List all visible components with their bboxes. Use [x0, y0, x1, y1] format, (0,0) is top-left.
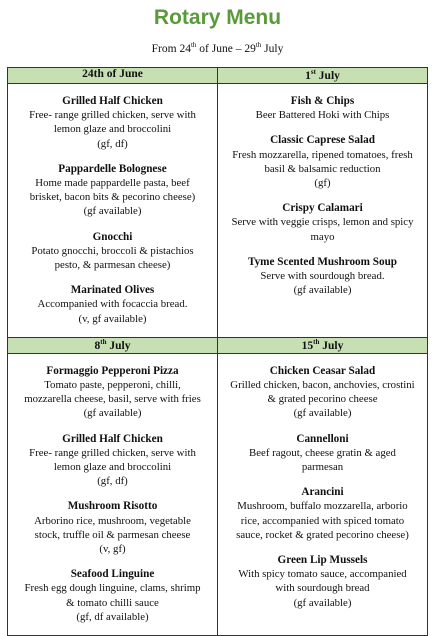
dish-name: Grilled Half Chicken — [62, 95, 163, 107]
dish-description-line: Beer Battered Hoki with Chips — [255, 109, 390, 122]
dish-list — [218, 84, 427, 297]
dish-description-line: Tomato paste, pepperoni, chilli, — [44, 379, 181, 392]
dish-description-line: Beef ragout, cheese gratin & aged — [249, 446, 396, 459]
dish-description-line: Mushroom, buffalo mozzarella, arborio — [237, 500, 408, 513]
dish-name: Gnocchi — [92, 230, 133, 243]
dish-item — [10, 499, 215, 556]
dish-description-line: lemon glaze and broccolini — [53, 123, 172, 136]
dish-description-line: Grilled chicken, bacon, anchovies, crostini — [230, 379, 415, 392]
dish-description-line: stock, truffle oil & parmesan cheese — [34, 528, 191, 541]
dish-name: Cannelloni — [296, 432, 349, 445]
dish-item — [10, 162, 215, 219]
dish-item — [220, 485, 425, 542]
dish-item — [220, 432, 425, 475]
dish-item — [10, 432, 215, 489]
day-header-1: 1st July — [218, 68, 428, 84]
dish-description-line: Accompanied with focaccia bread. — [37, 298, 188, 311]
dish-description-line: With spicy tomato sauce, accompanied — [238, 568, 407, 581]
dish-list — [8, 84, 217, 326]
dish-description-line: (gf available) — [293, 596, 352, 609]
dish-description-line: parmesan — [301, 461, 344, 474]
dish-description-line: (v, gf available) — [78, 312, 147, 325]
dish-description-line: with sourdough bread — [275, 582, 370, 595]
dish-description-line: Fresh mozzarella, ripened tomatoes, fresh — [232, 148, 413, 161]
dish-description-line: sauce, rocket & grated pecorino cheese) — [236, 528, 409, 541]
dish-item — [220, 133, 425, 190]
dish-name: Classic Caprese Salad — [270, 134, 375, 147]
dish-description-line: (gf, df) — [97, 475, 128, 488]
dish-item — [220, 94, 425, 122]
dish-description-line: (v, gf) — [99, 543, 126, 556]
menu-cell-1-july — [218, 84, 428, 338]
menu-cell-8-july — [8, 353, 218, 635]
dish-name: Pappardelle Bolognese — [58, 162, 167, 175]
dish-item — [10, 283, 215, 326]
dish-description-line: Fresh egg dough linguine, clams, shrimp — [24, 582, 201, 595]
dish-name: Fish & Chips — [290, 95, 355, 107]
menu-cell-24-june — [8, 84, 218, 338]
dish-description-line: basil & balsamic reduction — [264, 162, 381, 175]
subtitle-suffix: July — [261, 42, 284, 55]
dish-item — [10, 94, 215, 151]
dish-description-line: Serve with sourdough bread. — [260, 270, 385, 283]
menu-table — [7, 67, 428, 636]
dish-item — [10, 567, 215, 624]
dish-description-line: (gf available) — [293, 284, 352, 297]
dish-item — [10, 364, 215, 421]
dish-description-line: (gf) — [314, 177, 331, 190]
dish-name: Grilled Half Chicken — [62, 432, 163, 445]
date-range-subtitle — [0, 41, 435, 55]
dish-list — [218, 354, 427, 610]
dish-name: Formaggio Pepperoni Pizza — [46, 364, 179, 377]
dish-description-line: Serve with veggie crisps, lemon and spicy — [231, 216, 414, 229]
dish-name: Tyme Scented Mushroom Soup — [247, 255, 398, 268]
page-title: Rotary Menu — [153, 6, 282, 29]
menu-cell-15-july — [218, 353, 428, 635]
dish-list — [8, 354, 217, 624]
dish-name: Marinated Olives — [70, 284, 155, 297]
dish-description-line: Arborino rice, mushroom, vegetable — [34, 514, 191, 527]
day-header-3: 15th July — [218, 337, 428, 353]
dish-description-line: Home made pappardelle pasta, beef — [35, 177, 190, 190]
dish-description-line: mayo — [310, 230, 335, 243]
subtitle-sup-1: th — [190, 41, 197, 49]
dish-description-line: (gf, df available) — [76, 610, 149, 623]
dish-item — [220, 364, 425, 421]
dish-name: Mushroom Risotto — [67, 500, 158, 513]
dish-item — [10, 230, 215, 273]
dish-description-line: pesto, & parmesan cheese) — [54, 259, 171, 272]
dish-description-line: Potato gnocchi, broccoli & pistachios — [31, 244, 194, 257]
dish-name: Chicken Ceasar Salad — [269, 364, 376, 377]
dish-item — [220, 255, 425, 298]
dish-description-line: Free- range grilled chicken, serve with — [29, 109, 196, 122]
dish-description-line: lemon glaze and broccolini — [53, 461, 172, 474]
dish-name: Crispy Calamari — [282, 202, 363, 215]
dish-description-line: (gf available) — [83, 407, 142, 420]
dish-name: Seafood Linguine — [70, 568, 155, 581]
day-header-2: 8th July — [8, 337, 218, 353]
dish-item — [220, 201, 425, 244]
dish-name: Arancini — [301, 486, 344, 499]
subtitle-prefix: From 24 — [151, 42, 191, 55]
dish-description-line: rice, accompanied with spiced tomato — [240, 514, 405, 527]
dish-description-line: Free- range grilled chicken, serve with — [29, 446, 196, 459]
day-header-0: 24th of June — [8, 68, 218, 84]
subtitle-middle: of June – 29 — [196, 42, 256, 55]
dish-description-line: (gf available) — [83, 205, 142, 218]
dish-description-line: brisket, bacon bits & pecorino cheese) — [29, 191, 196, 204]
subtitle-sup-2: th — [255, 41, 262, 49]
dish-description-line: & grated pecorino cheese — [267, 393, 378, 406]
dish-description-line: & tomato chilli sauce — [66, 596, 159, 609]
dish-name: Green Lip Mussels — [277, 554, 368, 567]
dish-description-line: (gf available) — [293, 407, 352, 420]
dish-item — [220, 553, 425, 610]
dish-description-line: (gf, df) — [97, 137, 128, 150]
dish-description-line: mozzarella cheese, basil, serve with fries — [24, 393, 201, 406]
